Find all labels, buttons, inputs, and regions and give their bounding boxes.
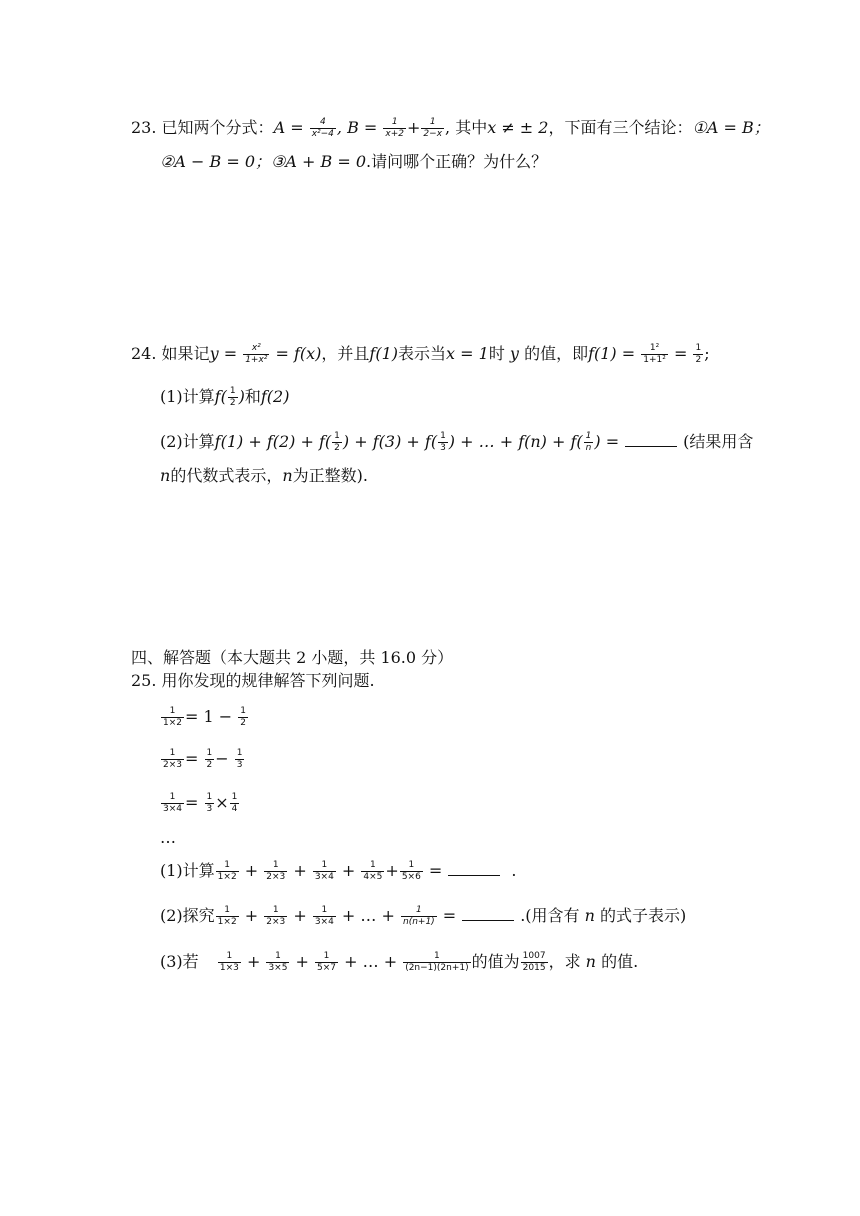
q25-part-3-mid: 的值为 xyxy=(471,952,520,971)
q25-p1-term-4: $\frac{1}{4\times 5}$ xyxy=(363,860,383,882)
q25-part-2-label: (2)探究 xyxy=(160,906,215,925)
q25-part-2-eq: = xyxy=(442,906,457,925)
q23-conclusion-3: ③A + B = 0 xyxy=(271,152,366,171)
q25-part-2-end-2: 的式子表示) xyxy=(600,906,687,925)
q24-n-2: n xyxy=(282,466,293,485)
q24-part-1-f2: f(2) xyxy=(260,387,290,406)
q24-part-2-note-3: 为正整数). xyxy=(292,466,368,485)
q24-part-1-label: (1)计算 xyxy=(160,387,215,406)
q23-line-2 xyxy=(160,150,547,174)
q25-p2-term-1: $\frac{1}{1\times 2}$ xyxy=(217,905,237,927)
q24-part-2-label: (2)计算 xyxy=(160,432,215,451)
q25-rule-1-rhs: $\frac{1}{2}$ xyxy=(240,706,246,728)
q25-p2-term-2: $\frac{1}{2\times 3}$ xyxy=(266,905,286,927)
q25-rule-2-eq: = xyxy=(185,749,199,768)
q25-rule-3 xyxy=(160,791,240,815)
q23-line-1 xyxy=(131,116,770,140)
q24-part-1-f: f( xyxy=(214,387,227,406)
q25-p3-term-n: $\frac{1}{(2n-1)(2n+1)}$ xyxy=(405,951,469,973)
q23-b-fraction-2: $\frac{1}{2-x}$ xyxy=(423,117,443,139)
q24-text-4: 时 xyxy=(488,344,505,363)
q24-answer-blank[interactable] xyxy=(625,430,677,447)
q23-cond-pre: , 其中 xyxy=(445,118,488,137)
q24-part-1-and: 和 xyxy=(244,387,261,406)
q25-rule-2-a: $\frac{1}{2}$ xyxy=(206,748,213,770)
q24-eq: = xyxy=(673,344,688,363)
q25-part-1-end: . xyxy=(511,861,517,880)
q23-b-fraction-1: $\frac{1}{x+2}$ xyxy=(385,117,405,139)
q25-p2-term-3: $\frac{1}{3\times 4}$ xyxy=(314,905,334,927)
q24-part-2-note-2: 的代数式表示， xyxy=(170,466,283,485)
q25-part-3-end-2: 的值. xyxy=(601,952,639,971)
q25-number: 25. xyxy=(131,671,157,690)
q24-f1-eq: f(1) = xyxy=(588,344,636,363)
q25-part-2-blank[interactable] xyxy=(462,904,514,921)
q24-function-fraction: $\frac{\text{x²}}{\text{1+x²}}$ xyxy=(245,343,268,365)
q24-text-5: 的值，即 xyxy=(524,344,589,363)
q24-part-1-fraction: $\frac{1}{2}$ xyxy=(229,386,236,408)
q25-rule-2-lhs: $\frac{1}{2\times 3}$ xyxy=(163,748,182,770)
q24-part-2-expr-4: ) = xyxy=(594,432,620,451)
q25-p1-term-5: $\frac{1}{5\times 6}$ xyxy=(401,860,421,882)
q25-p1-term-3: $\frac{1}{3\times 4}$ xyxy=(314,860,334,882)
q25-p2-term-n: $\frac{1}{n(n+1)}$ xyxy=(403,905,435,927)
q25-part-2-end: .(用含有 xyxy=(520,906,580,925)
q24-y-eq: y = xyxy=(209,344,238,363)
q25-p1-term-1: $\frac{1}{1\times 2}$ xyxy=(217,860,237,882)
q24-part-2-note-1: (结果用含 xyxy=(683,432,754,451)
q23-plus: + xyxy=(407,118,421,137)
q25-dots: … xyxy=(160,828,176,847)
q24-line-1 xyxy=(131,342,710,366)
q24-number: 24. xyxy=(131,344,157,363)
q25-p1-term-2: $\frac{1}{2\times 3}$ xyxy=(266,860,286,882)
q23-cond-post: ，下面有三个结论： xyxy=(548,118,693,137)
q25-rule-3-eq: = xyxy=(185,793,199,812)
q25-part-1: (1)计算 $\frac{1}{1\times 2}$ + $\frac{1}{2\times 3}$ + $\frac{1}{3\times 4}$ + $\frac{1}{4\times 5}$ + $\frac{1}{5\times 6}$ = . xyxy=(160,860,517,882)
q25-rule-2-b: $\frac{1}{3}$ xyxy=(236,748,243,770)
q24-x1: x = 1 xyxy=(446,344,489,363)
q25-part-1-label: (1)计算 xyxy=(160,861,215,880)
q23-intro: 已知两个分式： xyxy=(161,118,274,137)
q25-part-2-ellipsis: + … + xyxy=(341,906,395,925)
q25-rule-3-b: $\frac{1}{4}$ xyxy=(231,792,238,814)
q24-part-2-fraction-1: $\frac{1}{2}$ xyxy=(334,431,340,453)
q25-part-2-n: n xyxy=(584,906,595,925)
q24-part-2-fraction-3: $\frac{1}{n}$ xyxy=(585,431,592,453)
q24-text-1: 如果记 xyxy=(161,344,210,363)
q25-part-3-ellipsis: + … + xyxy=(344,952,398,971)
q25-part-2: (2)探究 $\frac{1}{1\times 2}$ + $\frac{1}{2\times 3}$ + $\frac{1}{3\times 4}$ + … + $\frac{1}{n(n+1)}$ = .(用含有 n 的式子表示) xyxy=(160,905,687,927)
q24-part-2-expr-3: ) + … + f(n) + f( xyxy=(448,432,583,451)
q23-question: .请问哪个正确？为什么？ xyxy=(366,152,548,171)
q25-p3-value: $\frac{1007}{2015}$ xyxy=(522,951,546,973)
q24-half-fraction: $\frac{1}{2}$ xyxy=(695,343,702,365)
q24-part-1-close: ) xyxy=(238,387,245,406)
q23-a-fraction: $\frac{4}{\text{x²−4}}$ xyxy=(311,117,334,139)
q24-f1-fraction: $\frac{\text{1²}}{\text{1+1²}}$ xyxy=(643,343,666,365)
q25-part-3: (3)若 $\frac{1}{1\times 3}$ + $\frac{1}{3\times 5}$ + $\frac{1}{5\times 7}$ + … + $\frac{1}{(2n-1)(2n+1)}$ 的值为 $\frac{1007}{2015}$ ，求 n 的值. xyxy=(160,951,639,973)
q24-y: y xyxy=(509,344,519,363)
section-title: 四、解答题（本大题共 2 小题，共 16.0 分） xyxy=(131,648,454,667)
q25-p3-term-2: $\frac{1}{3\times 5}$ xyxy=(268,951,288,973)
q25-rule-1 xyxy=(160,705,249,729)
q25-rule-3-op: × xyxy=(215,793,229,812)
q23-conclusion-1: ①A = B； xyxy=(692,118,770,137)
q25-rule-3-lhs: $\frac{1}{3\times 4}$ xyxy=(163,792,182,814)
q23-a-eq: A = xyxy=(273,118,304,137)
q25-intro: 用你发现的规律解答下列问题. xyxy=(161,671,375,690)
q24-text-2: ，并且 xyxy=(321,344,370,363)
q25-rule-2-op: − xyxy=(215,749,229,768)
q25-rule-3-a: $\frac{1}{3}$ xyxy=(206,792,213,814)
q25-rule-2 xyxy=(160,747,245,771)
q25-part-3-end: ，求 xyxy=(548,952,581,971)
q23-b-eq: , B = xyxy=(336,118,378,137)
q25-p3-term-3: $\frac{1}{5\times 7}$ xyxy=(317,951,337,973)
q23-condition: x ≠ ± 2 xyxy=(487,118,549,137)
q25-part-3-label: (3)若 xyxy=(160,952,199,971)
q23-number: 23. xyxy=(131,118,157,137)
q24-part-2-note-line xyxy=(160,464,368,488)
q24-f1: f(1) xyxy=(369,344,399,363)
q25-part-1-blank[interactable] xyxy=(448,859,500,876)
q24-n-1: n xyxy=(160,466,171,485)
q24-text-3: 表示当 xyxy=(398,344,447,363)
q25-rule-1-eq: = 1 − xyxy=(185,707,233,726)
q25-part-3-n: n xyxy=(585,952,596,971)
q24-part-1 xyxy=(160,385,289,409)
q24-part-2-fraction-2: $\frac{1}{3}$ xyxy=(440,431,446,453)
q25-part-1-eq: = xyxy=(428,861,443,880)
q24-fx: = f(x) xyxy=(275,344,322,363)
q24-part-2-expr-1: f(1) + f(2) + f( xyxy=(214,432,332,451)
q25-line-1 xyxy=(131,669,375,693)
q24-part-2-expr-2: ) + f(3) + f( xyxy=(342,432,438,451)
q25-rule-1-lhs: $\frac{1}{1\times 2}$ xyxy=(163,706,182,728)
q24-part-2 xyxy=(160,430,753,454)
q23-conclusion-2: ②A − B = 0； xyxy=(160,152,271,171)
q25-p3-term-1: $\frac{1}{1\times 3}$ xyxy=(219,951,239,973)
q24-semicolon: ; xyxy=(704,344,710,363)
